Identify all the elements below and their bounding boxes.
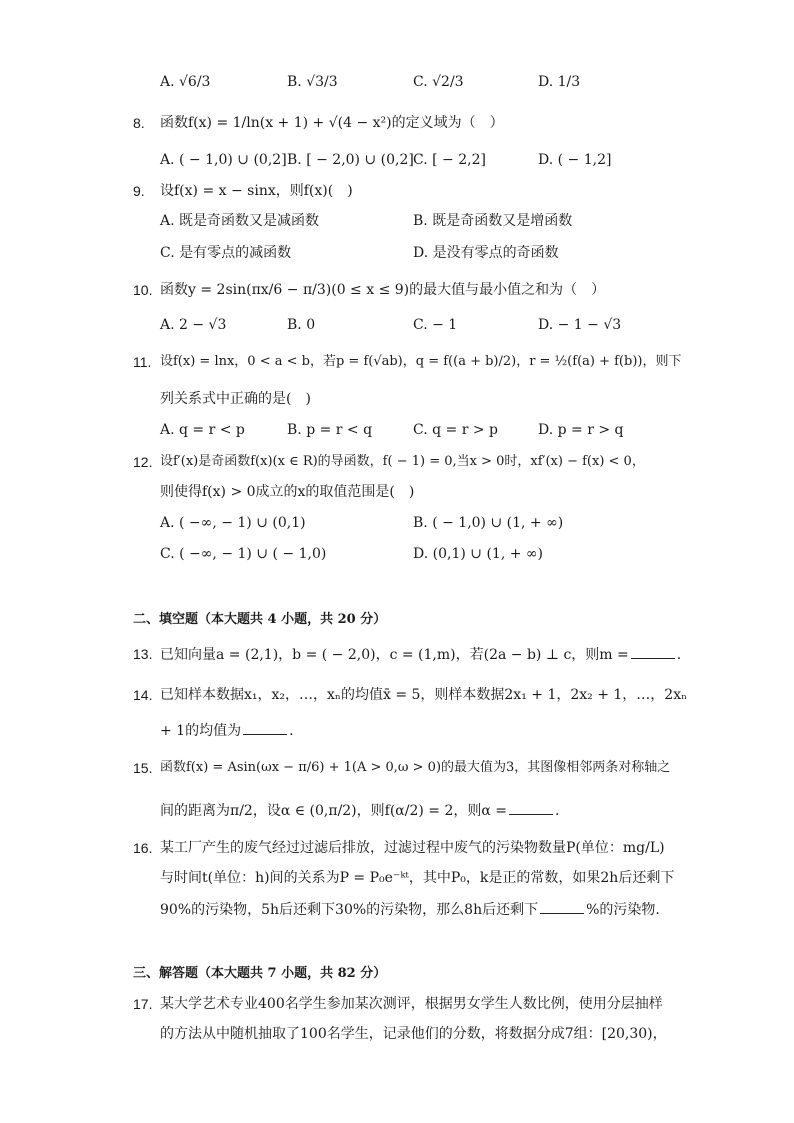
q9-option-c: C. 是有零点的减函数 [160, 245, 292, 261]
question-text: 已知向量a = (2,1)，b = ( − 2,0)，c = (1,m)，若(2a − b) ⊥ c，则m = [160, 647, 629, 663]
question-number: 13. [133, 646, 153, 662]
question-number: 16. [133, 840, 153, 856]
question-stem-line-2 [160, 720, 294, 741]
question-stem-line-1: 已知样本数据x₁，x₂，…，xₙ的均值x̄ = 5，则样本数据2x₁ + 1，2x₂ + 1，…，2xₙ [160, 687, 688, 703]
q8-option-a: A. ( − 1,0) ∪ (0,2] [160, 152, 287, 168]
question-stem-line-2: 列关系式中正确的是( ) [160, 391, 311, 407]
question-number: 9. [133, 183, 145, 199]
q7-option-a: A. √6/3 [160, 74, 211, 90]
answer-blank[interactable] [243, 720, 287, 735]
question-stem: 设f(x) = x − sinx，则f(x)( ) [160, 183, 353, 199]
question-number: 14. [133, 687, 153, 703]
question-stem-line-2: 与时间t(单位：h)间的关系为P = P₀e⁻ᵏᵗ，其中P₀，k是正的常数，如果2h后还剩下 [160, 870, 675, 886]
question-stem: 函数f(x) = 1/ln(x + 1) + √(4 − x²)的定义域为（ ） [160, 115, 504, 131]
q11-option-d: D. p = r > q [538, 422, 624, 438]
question-stem-line-1: 某大学艺术专业400名学生参加某次测评，根据男女学生人数比例，使用分层抽样 [160, 996, 663, 1012]
q12-option-c: C. ( −∞, − 1) ∪ ( − 1,0) [160, 546, 327, 562]
q11-option-c: C. q = r > p [413, 422, 498, 438]
q7-option-d: D. 1/3 [538, 74, 581, 90]
question-number: 11. [133, 354, 152, 370]
q12-option-d: D. (0,1) ∪ (1, + ∞) [413, 546, 544, 562]
q12-option-b: B. ( − 1,0) ∪ (1, + ∞) [413, 515, 564, 531]
q8-option-b: B. [ − 2,0) ∪ (0,2] [287, 152, 414, 168]
question-stem-line-1: 设f′(x)是奇函数f(x)(x ∈ R)的导函数，f( − 1) = 0,当x > 0时，xf′(x) − f(x) < 0， [160, 454, 645, 469]
q7-option-c: C. √2/3 [413, 74, 464, 90]
question-number: 8. [133, 115, 145, 131]
question-text-end: . [676, 647, 682, 663]
question-stem-line-2: 的方法从中随机抽取了100名学生，记录他们的分数，将数据分成7组：[20,30)， [160, 1026, 667, 1042]
q12-option-a: A. ( −∞, − 1) ∪ (0,1) [160, 515, 306, 531]
question-text: 90%的污染物，5h后还剩下30%的污染物，那么8h后还剩下 [160, 902, 539, 918]
section-3-title: 三、解答题（本大题共 7 小题，共 82 分） [133, 966, 387, 981]
question-text-end: %的污染物. [586, 902, 660, 918]
question-number: 10. [133, 282, 153, 298]
question-number: 15. [133, 760, 153, 776]
q11-option-a: A. q = r < p [160, 422, 245, 438]
question-stem [160, 644, 681, 665]
question-stem-line-1: 某工厂产生的废气经过过滤后排放，过滤过程中废气的污染物数量P(单位：mg/L) [160, 840, 665, 856]
q9-option-d: D. 是没有零点的奇函数 [413, 245, 559, 261]
answer-blank[interactable] [509, 800, 553, 815]
question-stem-line-1: 函数f(x) = Asin(ωx − π/6) + 1(A > 0,ω > 0)的最大值为3，其图像相邻两条对称轴之 [160, 760, 671, 775]
question-text: 间的距离为π/2，设α ∈ (0,π/2)，则f(α/2) = 2，则α = [160, 803, 508, 819]
q9-option-a: A. 既是奇函数又是减函数 [160, 213, 320, 229]
q10-option-b: B. 0 [287, 317, 316, 333]
q11-option-b: B. p = r < q [287, 422, 373, 438]
q8-option-c: C. [ − 2,2] [413, 152, 486, 168]
question-text-end: . [555, 803, 560, 819]
question-stem-line-2 [160, 800, 559, 821]
question-text-end: . [289, 723, 294, 739]
answer-blank[interactable] [631, 644, 675, 659]
question-number: 17. [133, 996, 153, 1012]
question-stem-line-2: 则使得f(x) > 0成立的x的取值范围是( ) [160, 484, 415, 500]
section-2-title: 二、填空题（本大题共 4 小题，共 20 分） [133, 612, 387, 627]
answer-blank[interactable] [540, 899, 584, 914]
question-stem-line-3 [160, 899, 660, 920]
q10-option-d: D. − 1 − √3 [538, 317, 622, 333]
q8-option-d: D. ( − 1,2] [538, 152, 612, 168]
question-number: 12. [133, 454, 153, 470]
q7-option-b: B. √3/3 [287, 74, 338, 90]
question-stem-line-1: 设f(x) = lnx，0 < a < b，若p = f(√ab)，q = f((a + b)/2)，r = ½(f(a) + f(b))，则下 [160, 354, 682, 369]
q9-option-b: B. 既是奇函数又是增函数 [413, 213, 573, 229]
question-stem: 函数y = 2sin(πx/6 − π/3)(0 ≤ x ≤ 9)的最大值与最小值之和为（ ） [160, 282, 606, 298]
q10-option-c: C. − 1 [413, 317, 458, 333]
question-text: + 1的均值为 [160, 723, 242, 739]
q10-option-a: A. 2 − √3 [160, 317, 227, 333]
